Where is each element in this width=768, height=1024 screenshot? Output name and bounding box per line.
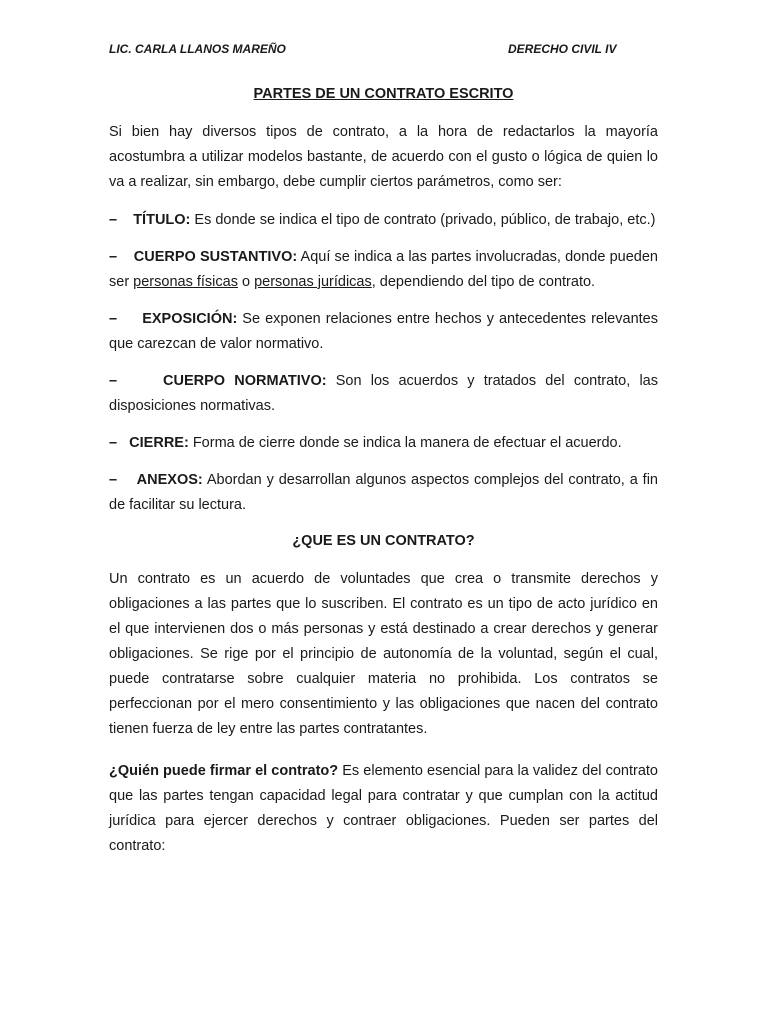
section-title: ¿QUE ES UN CONTRATO? (292, 533, 475, 549)
item-text: Abordan y desarrollan algunos aspectos complejos del contrato, a fin de facilitar su lectura. (109, 472, 658, 513)
header-author: LIC. CARLA LLANOS MAREÑO (109, 42, 286, 56)
item-label: CIERRE: (129, 435, 189, 451)
dash-bullet: – (109, 212, 118, 228)
item-text: o (237, 274, 255, 290)
dash-bullet: – (109, 249, 118, 265)
document-body (109, 84, 658, 872)
header-course: DERECHO CIVIL IV (508, 42, 617, 56)
list-item-cuerpo-normativo (109, 369, 658, 419)
dash-bullet: – (109, 311, 118, 327)
item-text: , dependiendo del tipo de contrato. (371, 274, 596, 290)
item-text: Es donde se indica el tipo de contrato (privado, público, de trabajo, etc.) (190, 212, 656, 228)
intro-paragraph: Si bien hay diversos tipos de contrato, a la hora de redactarlos la mayoría acostumbra a utilizar modelos bastante, de acuerdo con el gusto o lógica de quien lo va a realizar, sin embargo, debe cumplir ciertos parámetros, como ser: (109, 124, 658, 190)
dash-bullet: – (109, 435, 118, 451)
item-label: CUERPO NORMATIVO: (163, 373, 327, 389)
item-label: EXPOSICIÓN: (142, 311, 238, 327)
question-label: ¿Quién puede firmar el contrato? (109, 763, 339, 779)
dash-bullet: – (109, 373, 118, 389)
list-item-titulo (109, 208, 658, 233)
item-label: CUERPO SUSTANTIVO: (133, 249, 298, 265)
item-text: Son los acuerdos y tratados del contrato, las disposiciones normativas. (109, 373, 658, 414)
list-item-anexos (109, 468, 658, 518)
definition-paragraph: Un contrato es un acuerdo de voluntades que crea o transmite derechos y obligaciones a las partes que lo suscriben. El contrato es un tipo de acto jurídico en el que intervienen dos o más personas y está destinado a crear derechos y generar obligaciones. Se rige por el principio de autonomía de la voluntad, según el cual, puede contratarse sobre cualquier materia no prohibida. Los contratos se perfeccionan por el mero consentimiento y las obligaciones que nacen del contrato tienen fuerza de ley entre las partes contratantes. (109, 571, 658, 737)
item-text: Forma de cierre donde se indica la manera de efectuar el acuerdo. (188, 435, 622, 451)
item-label: TÍTULO: (133, 212, 191, 228)
list-item-cuerpo-sustantivo (109, 245, 658, 295)
item-text: Aquí se indica a las partes involucradas, donde pueden ser (109, 249, 658, 290)
page-header (109, 42, 659, 62)
question-paragraph (109, 759, 658, 859)
item-text: Se exponen relaciones entre hechos y antecedentes relevantes que carezcan de valor normativo. (109, 311, 658, 352)
link-personas-fisicas[interactable]: personas físicas (133, 274, 238, 290)
list-item-cierre (109, 431, 658, 456)
dash-bullet: – (109, 472, 118, 488)
page-title: PARTES DE UN CONTRATO ESCRITO (253, 86, 514, 102)
list-item-exposicion (109, 307, 658, 357)
question-text: Es elemento esencial para la validez del contrato que las partes tengan capacidad legal para contratar y que cumplan con la actitud jurídica para ejercer derechos y contraer obligaciones. Pueden ser partes del contrato: (109, 763, 658, 854)
item-label: ANEXOS: (136, 472, 203, 488)
link-personas-juridicas[interactable]: personas jurídicas (254, 274, 372, 290)
